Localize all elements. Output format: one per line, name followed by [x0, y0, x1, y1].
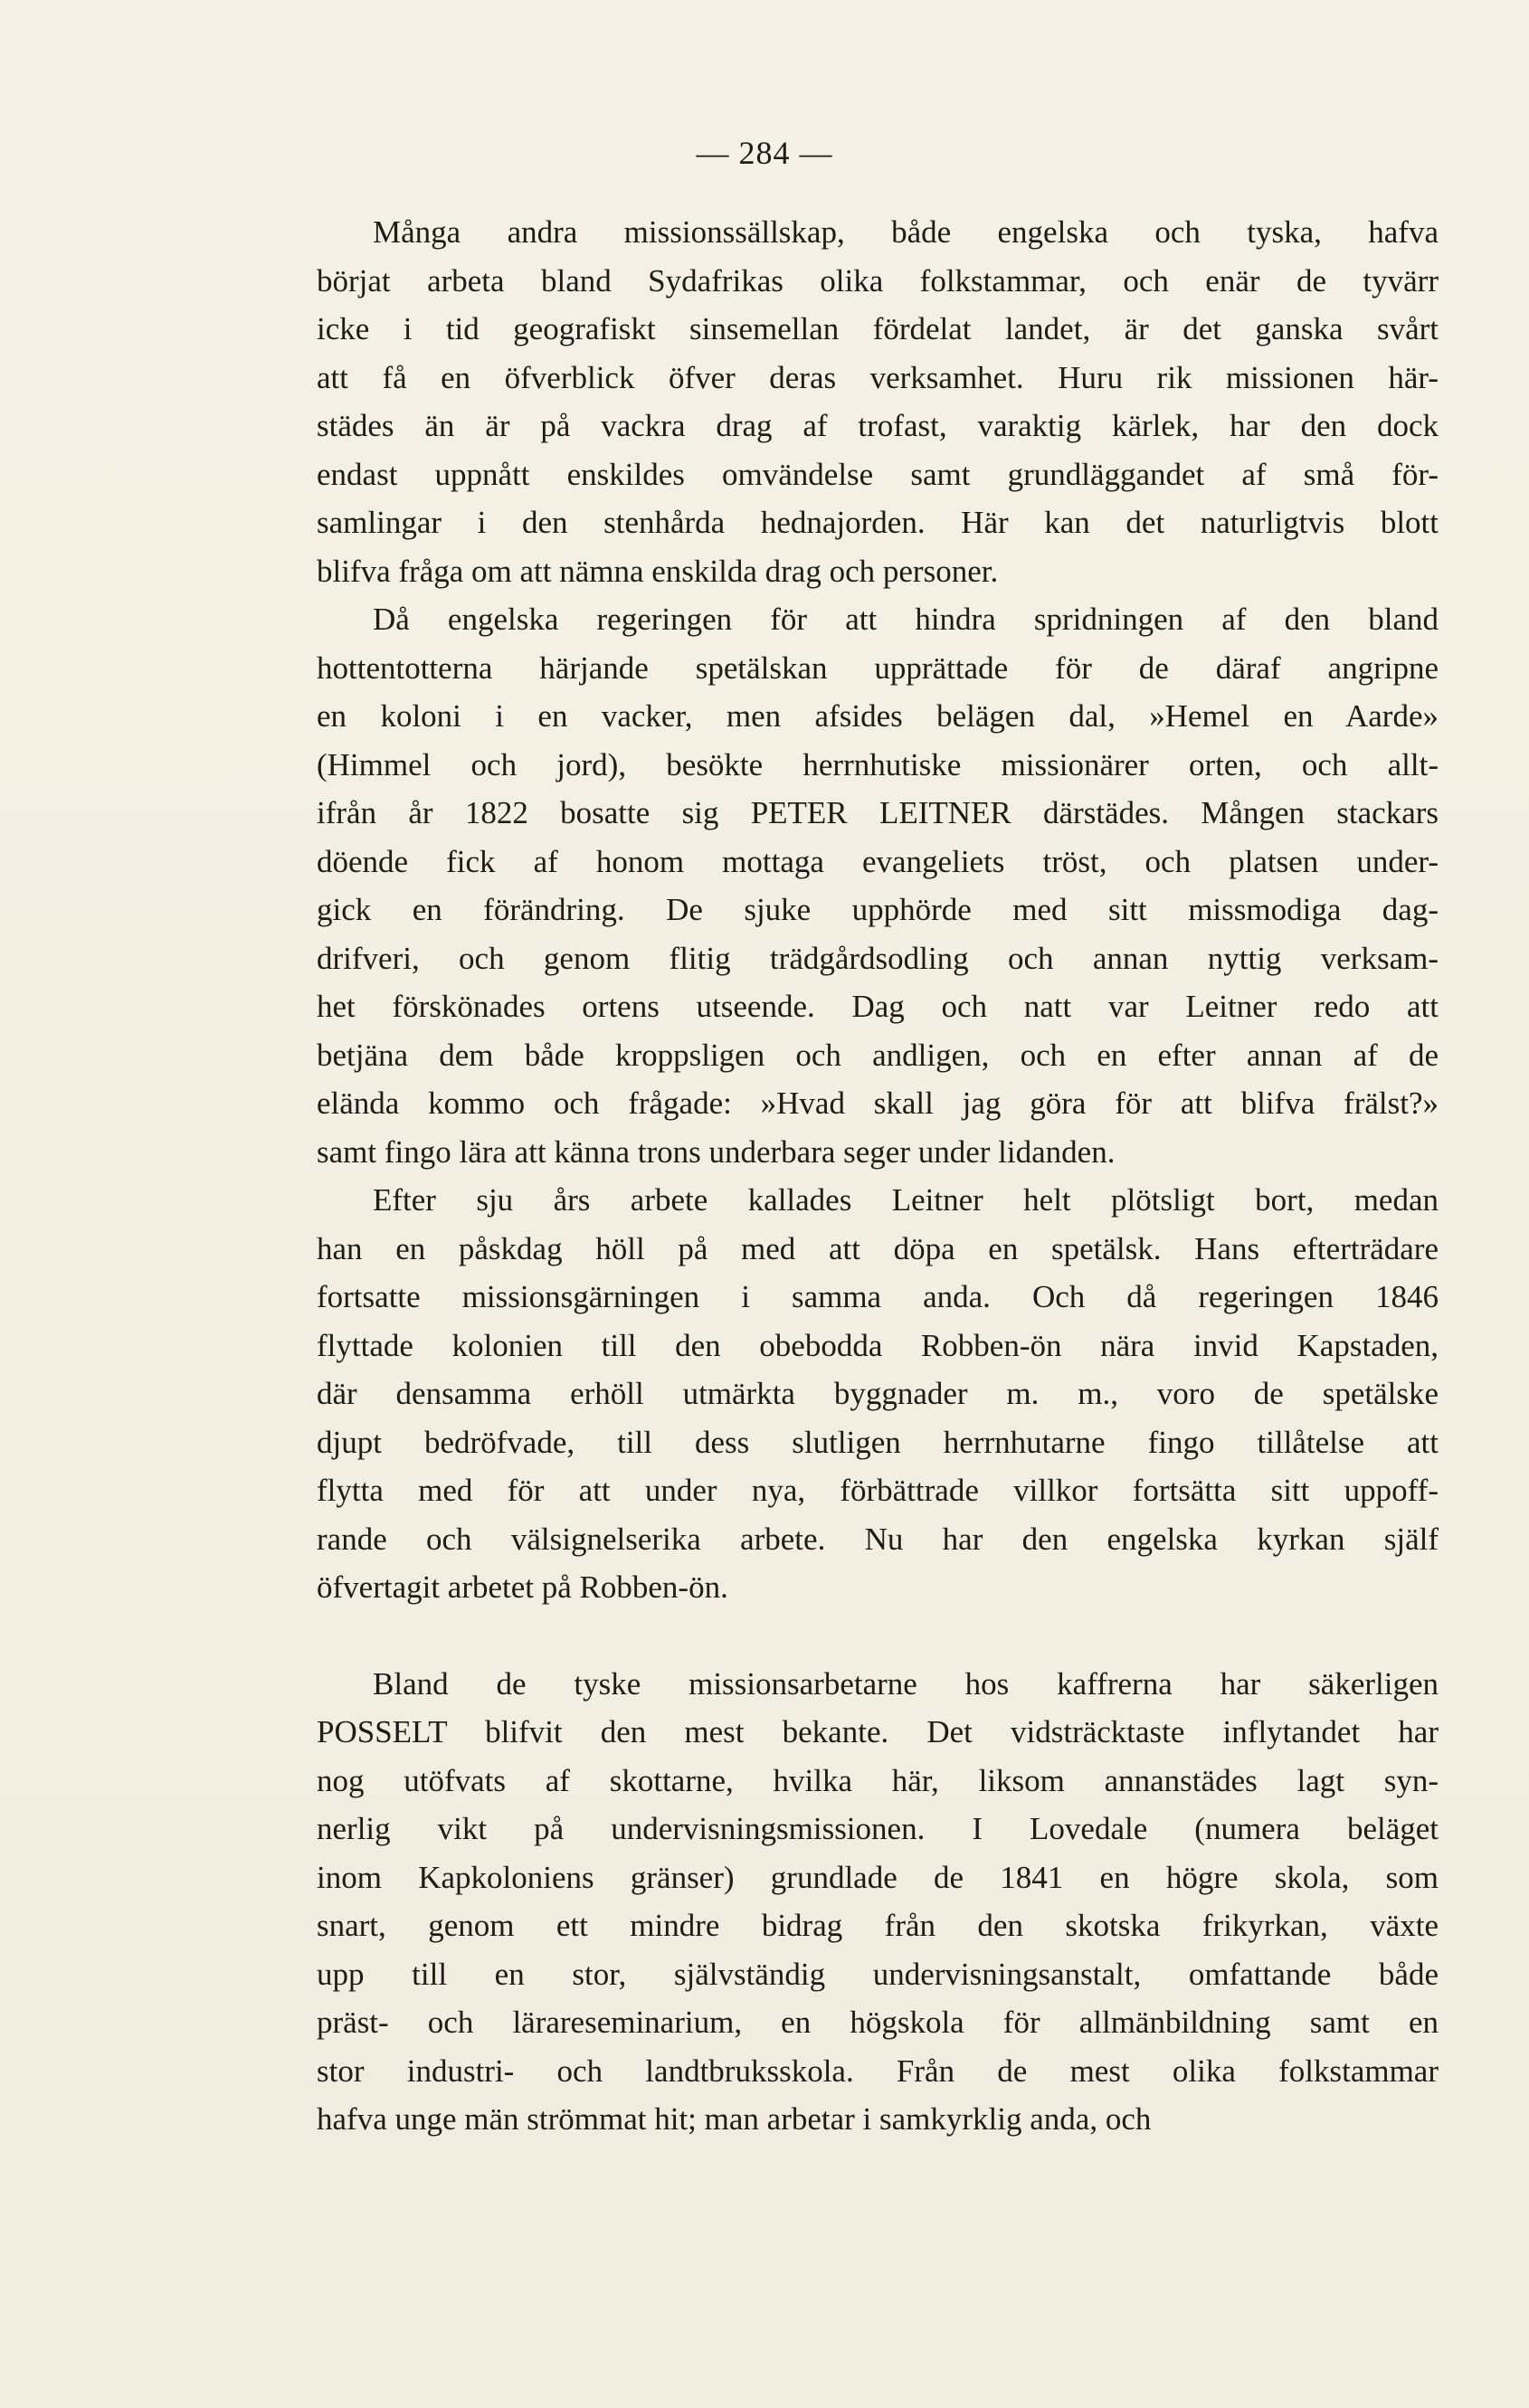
text-line: fortsatte missionsgärningen i samma anda. Och då regeringen 1846 — [317, 1279, 1439, 1314]
text-line: (Himmel och jord), besökte herrnhutiske missionärer orten, och allt- — [317, 746, 1439, 782]
text-line: betjäna dem både kroppsligen och andligen, och en efter annan af de — [317, 1037, 1439, 1073]
text-line: gick en förändring. De sjuke upphörde med sitt missmodiga dag- — [317, 892, 1439, 927]
paragraph — [317, 1660, 1439, 2144]
text-line: inom Kapkoloniens gränser) grundlade de 1841 en högre skola, som — [317, 1859, 1439, 1895]
text-line: icke i tid geografiskt sinsemellan fördelat landet, är det ganska svårt — [317, 311, 1439, 346]
text-line: het förskönades ortens utseende. Dag och natt var Leitner redo att — [317, 989, 1439, 1024]
text-line: snart, genom ett mindre bidrag från den skotska frikyrkan, växte — [317, 1908, 1439, 1943]
text-line: drifveri, och genom flitig trädgårdsodling och annan nyttig verksam- — [317, 940, 1439, 976]
text-line: samt fingo lära att känna trons underbara seger under lidanden. — [317, 1133, 1116, 1170]
text-line: Bland de tyske missionsarbetarne hos kaffrerna har säkerligen — [373, 1665, 1439, 1702]
text-line: en koloni i en vacker, men afsides belägen dal, »Hemel en Aarde» — [317, 698, 1439, 734]
body-text — [317, 208, 1439, 2144]
paragraph — [317, 1176, 1439, 1612]
page-number: — 284 — — [696, 135, 833, 171]
text-line: POSSELT blifvit den mest bekante. Det vidsträcktaste inflytandet har — [317, 1714, 1439, 1749]
text-line: döende fick af honom mottaga evangeliets tröst, och platsen under- — [317, 843, 1439, 879]
text-line: hottentotterna härjande spetälskan upprättade för de däraf angripne — [317, 649, 1439, 686]
text-line: nerlig vikt på undervisningsmissionen. I Lovedale (numera beläget — [317, 1811, 1439, 1846]
text-line: Många andra missionssällskap, både engelska och tyska, hafva — [373, 214, 1439, 250]
text-line: blifva fråga om att nämna enskilda drag och personer. — [317, 553, 999, 589]
text-line: han en påskdag höll på med att döpa en spetälsk. Hans efterträdare — [317, 1230, 1439, 1266]
text-line: hafva unge män strömmat hit; man arbetar i samkyrklig anda, och — [317, 2101, 1152, 2137]
text-line: djupt bedröfvade, till dess slutligen herrnhutarne fingo tillåtelse att — [317, 1424, 1439, 1460]
text-line: upp till en stor, självständig undervisningsanstalt, omfattande både — [317, 1956, 1439, 1992]
text-line: flytta med för att under nya, förbättrade villkor fortsätta sitt uppoff- — [317, 1473, 1439, 1508]
text-line: Efter sju års arbete kallades Leitner helt plötsligt bort, medan — [373, 1182, 1439, 1218]
text-line: ifrån år 1822 bosatte sig PETER LEITNER därstädes. Mången stackars — [317, 795, 1439, 830]
text-line: endast uppnått enskildes omvändelse samt grundläggandet af små för- — [317, 456, 1439, 492]
paragraph — [317, 208, 1439, 595]
paragraph — [317, 595, 1439, 1176]
text-line: städes än är på vackra drag af trofast, varaktig kärlek, har den dock — [317, 408, 1439, 443]
text-line: stor industri- och landtbruksskola. Från de mest olika folkstammar — [317, 2052, 1439, 2089]
text-line: rande och välsignelserika arbete. Nu har den engelska kyrkan själf — [317, 1521, 1439, 1557]
text-line: präst- och lärareseminarium, en högskola för allmänbildning samt en — [317, 2005, 1439, 2040]
text-line: där densamma erhöll utmärkta byggnader m. m., voro de spetälske — [317, 1376, 1439, 1411]
text-line: nog utöfvats af skottarne, hvilka här, liksom annanstädes lagt syn- — [317, 1762, 1439, 1798]
text-line: öfvertagit arbetet på Robben-ön. — [317, 1569, 728, 1605]
paragraph-gap — [317, 1612, 1439, 1660]
text-line: Då engelska regeringen för att hindra spridningen af den bland — [373, 602, 1439, 637]
text-line: flyttade kolonien till den obebodda Robben-ön nära invid Kapstaden, — [317, 1327, 1439, 1363]
text-line: samlingar i den stenhårda hednajorden. Här kan det naturligtvis blott — [317, 505, 1439, 540]
text-line: elända kommo och frågade: »Hvad skall jag göra för att blifva frälst?» — [317, 1085, 1439, 1121]
text-line: att få en öfverblick öfver deras verksamhet. Huru rik missionen här- — [317, 359, 1439, 395]
text-line: börjat arbeta bland Sydafrikas olika folkstammar, och enär de tyvärr — [317, 262, 1439, 299]
